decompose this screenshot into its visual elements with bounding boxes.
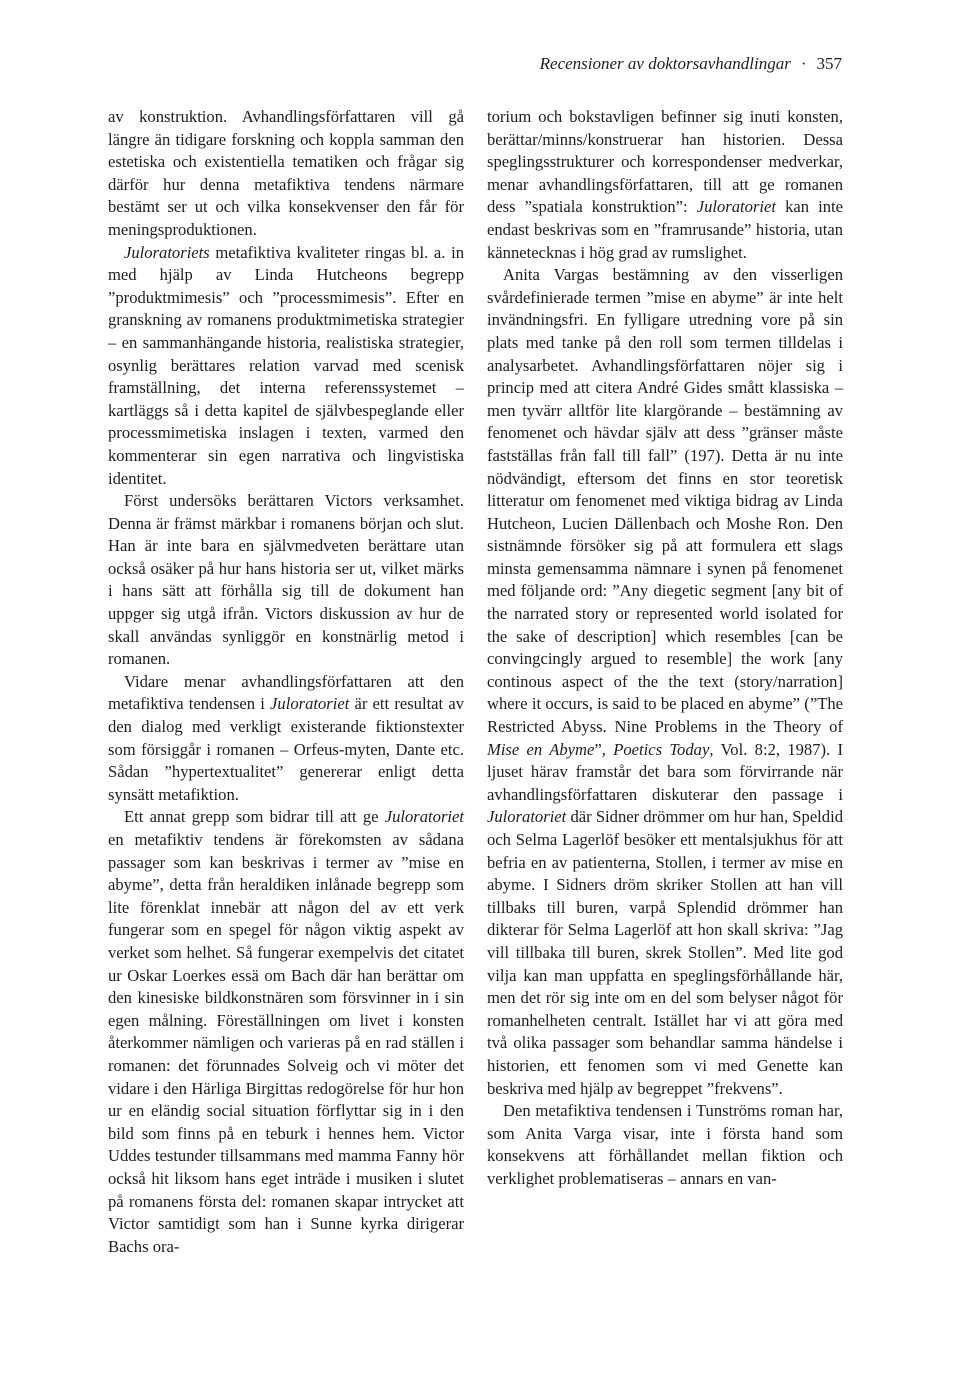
paragraph-text: ”,	[594, 739, 614, 759]
paragraph	[108, 490, 464, 671]
paragraph-text: torium och bokstavligen befinner sig inuti konsten, berättar/minns/konstruerar han historien. Dessa speglingsstrukturer och korrespondenser medverkar, menar avhandlingsförfattaren, till att ge romanen dess ”spatiala konstruktion”:	[487, 107, 843, 217]
italic-title: Juloratoriets	[124, 242, 210, 262]
running-title: Recensioner av doktorsavhandlingar	[539, 54, 791, 73]
header-separator: ·	[800, 54, 807, 73]
italic-title: Juloratoriet	[487, 807, 567, 827]
paragraph-text: , Vol. 8:2, 1987). I ljuset härav framstår det bara som förvirrande när avhandlingsförfattaren diskuterar den passage i	[487, 739, 844, 804]
paragraph	[108, 806, 464, 1258]
italic-title: Juloratoriet	[696, 197, 777, 217]
paragraph-text: Den metafiktiva tendensen i Tunströms roman har, som Anita Varga visar, inte i första hand som konsekvens att förhållandet mellan fiktion och verklighet problematiseras – annars en van-	[487, 1101, 843, 1188]
paragraph-text: Ett annat grepp som bidrar till att ge	[124, 807, 385, 827]
right-column	[487, 106, 843, 1191]
paragraph	[108, 671, 464, 807]
paragraph	[487, 264, 843, 1100]
paragraph-text: där Sidner drömmer om hur han, Speldid och Selma Lagerlöf besöker ett mentalsjukhus för att befria en av patienterna, Stollen, i termer av mise en abyme. I Sidners dröm skriker Stollen att han vill tillbaks till buren, varpå Splendid drömmer han dikterar för Selma Lagerlöf att hon skall skriva: ”Jag vill tillbaka till buren, skrek Stollen”. Med lite god vilja kan man uppfatta en speglingsförhållande här, men det rör sig inte om en del som belyser något för romanhelheten centralt. Istället har vi att göra med två olika passager som behandlar samma händelse i historien, ett fenomen som vi med Genette kan beskriva med hjälp av begreppet ”frekvens”.	[487, 807, 843, 1098]
paragraph-text: Anita Vargas bestämning av den visserligen svårdefinierade termen ”mise en abyme” är inte helt invändningsfri. En fylligare utredning vore på sin plats med tanke på den roll som termen tilldelas i analysarbetet. Avhandlingsförfattaren nöjer sig i princip med att citera André Gides smått klassiska – men tyvärr alltför lite klargörande – bestämning av fenomenet och hävdar själv att dess ”gränser måste fastställas från fall till fall” (197). Detta är nu inte nödvändigt, eftersom det finns en stor teoretisk litteratur om fenomenet med viktiga bidrag av Linda Hutcheon, Lucien Dällenbach och Moshe Ron. Den sistnämnde försöker sig på att formulera ett slags minsta gemensamma nämnare i synen på fenomenet med följande ord: ”Any diegetic segment [any bit of the narrated story or represented world isolated for the sake of description] which resembles [can be convingcingly argued to resemble] the work [any continous aspect of the the text (story/narration] where it occurs, is said to be placed en abyme” (”The Restricted Abyss. Nine Problems in the Theory of	[487, 265, 843, 737]
paragraph-text: är ett resultat av den dialog med verkligt existerande fiktionstexter som försiggår i romanen – Orfeus-myten, Dante etc. Sådan ”hypertextualitet” genererar enligt detta synsätt metafiktion.	[108, 694, 464, 804]
paragraph-text: en metafiktiv tendens är förekomsten av sådana passager som kan beskrivas i termer av ”mise en abyme”, detta från heraldiken inlånade begrepp som lite förenklat innebär att någon del av ett verk fungerar som en spegel för någon viktig aspekt av verket som helhet. Så fungerar exempelvis det citatet ur Oskar Loerkes essä om Bach där han berättar om den kinesiske bildkonstnären som försvinner in i sin egen målning. Föreställningen om livet i konsten återkommer nämligen och varieras på en rad ställen i romanen: det förunnades Solveig och vi möter det vidare i den Härliga Birgittas redogörelse för hur hon ur en eländig social situation förflyttar sig in i den bild som finns på en teburk i hennes hem. Victor Uddes testunder tillsammans med mamma Fanny hör också hit liksom hans eget inträde i musiken i slutet på romanens första del: romanen skapar intrycket att Victor samtidigt som han i Sunne kyrka dirigerar Bachs ora-	[108, 830, 464, 1256]
paragraph-text: metafiktiva kvaliteter ringas bl. a. in med hjälp av Linda Hutcheons begrepp ”produktmimesis” och ”processmimesis”. Efter en granskning av romanens produktmimetiska strategier – en sammanhängande historia, realistiska strategier, osynlig berättares relation varvad med scenisk framställning, det interna referenssystemet – kartläggs så i detta kapitel de självbespeglande eller processmimetiska inslagen i texten, varmed den kommenterar sin egen narrativa och lingvistiska identitet.	[108, 242, 464, 488]
paragraph	[487, 1100, 843, 1190]
italic-title: Juloratoriet	[270, 694, 350, 714]
left-column	[108, 106, 464, 1258]
paragraph-text: Vidare menar avhandlingsförfattaren att den metafiktiva tendensen i	[108, 671, 464, 714]
italic-title: Mise en Abyme	[487, 739, 595, 759]
paragraph-text: kan inte endast beskrivas som en ”framrusande” historia, utan kännetecknas i hög grad av rumslighet.	[487, 197, 844, 262]
paragraph-text: Först undersöks berättaren Victors verksamhet. Denna är främst märkbar i romanens början och slut. Han är inte bara en självmedveten berättare utan också osäker på hur hans historia ser ut, vilket märks i hans sätt att förhålla sig till de dokument han uppger sig utgå ifrån. Victors diskussion av hur de skall användas synliggör en konstnärlig metod i romanen.	[108, 491, 464, 669]
paragraph	[108, 106, 464, 242]
italic-title: Juloratoriet	[384, 807, 464, 827]
paragraph-text: av konstruktion. Avhandlingsförfattaren vill gå längre än tidigare forskning och koppla samman den estetiska och existentiella tematiken och frågar sig därför hur denna metafiktiva tendens närmare bestämt ser ut och vilka konsekvenser den får för meningsproduktionen.	[108, 107, 464, 239]
paragraph	[487, 106, 843, 264]
italic-title: Poetics Today	[613, 739, 710, 759]
page-number: 357	[816, 54, 842, 73]
running-header	[540, 54, 842, 74]
paragraph	[108, 242, 464, 491]
